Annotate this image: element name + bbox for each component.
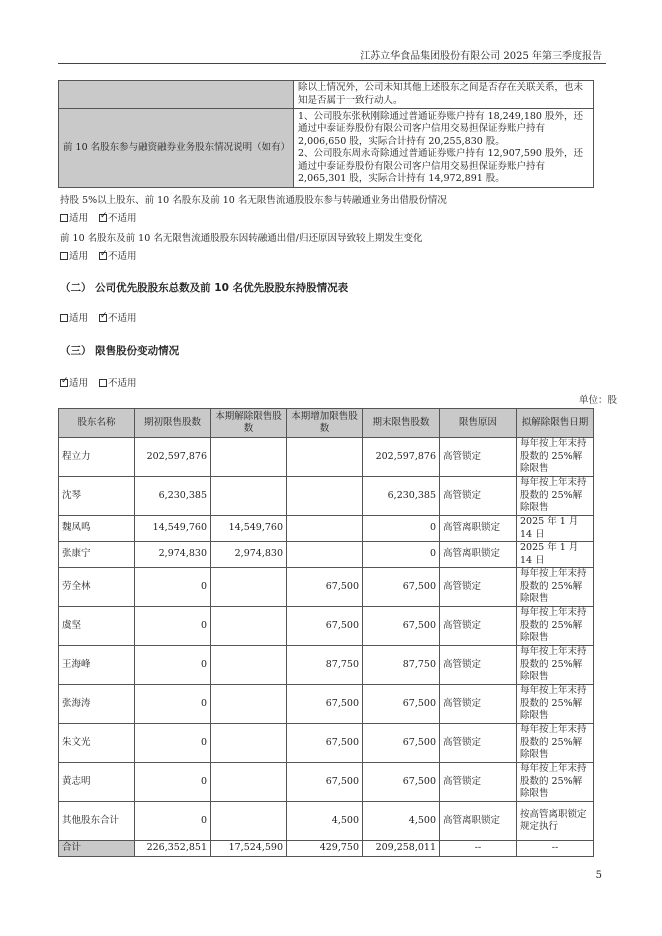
restriction-reason-cell: 高管锁定 <box>440 607 517 646</box>
end-shares-cell: 202,597,876 <box>363 438 440 477</box>
refinancing-lending-options: 适用 ✓ 不适用 <box>60 210 137 224</box>
table-row <box>59 81 594 109</box>
report-header-title: 江苏立华食品集团股份有限公司 2025 年第三季度报告 <box>360 51 602 62</box>
restriction-reason-cell: 高管锁定 <box>440 646 517 685</box>
shareholder-name-cell: 王海峰 <box>59 646 135 685</box>
restriction-reason-cell: 高管离职锁定 <box>440 516 517 542</box>
column-header: 期初限售股数 <box>135 409 211 438</box>
checkbox-icon[interactable] <box>99 379 107 387</box>
begin-shares-cell: 0 <box>135 802 211 841</box>
checked-checkbox-icon[interactable] <box>60 379 68 387</box>
shareholder-name-cell: 沈琴 <box>59 477 135 516</box>
shareholder-name-cell: 张康宁 <box>59 542 135 568</box>
release-date-cell: 每年按上年末持股数的 25%解除限售 <box>517 607 594 646</box>
total-added-shares-cell: 429,750 <box>287 841 363 857</box>
release-date-cell: 2025 年 1 月 14 日 <box>517 516 594 542</box>
shareholder-name-cell: 朱文光 <box>59 724 135 763</box>
added-shares-cell: 67,500 <box>287 685 363 724</box>
restriction-reason-cell: 高管锁定 <box>440 763 517 802</box>
released-shares-cell <box>211 802 287 841</box>
released-shares-cell: 2,974,830 <box>211 542 287 568</box>
restriction-reason-cell: 高管锁定 <box>440 685 517 724</box>
table-row <box>59 763 594 802</box>
begin-shares-cell: 14,549,760 <box>135 516 211 542</box>
total-restriction-reason-cell: -- <box>440 841 517 857</box>
begin-shares-cell: 0 <box>135 607 211 646</box>
margin-trading-note-cell: 1、公司股东张秋刚除通过普通证券账户持有 18,249,180 股外，还通过中泰证券股份有限公司客户信用交易担保证券账户持有 2,006,650 股，实际合计持有 20,255,830 股。 2、公司股东周永奇除通过普通证券账户持有 12,907,590 股外，还通过中泰证券股份有限公司客户信用交易担保证券账户持有 2,065,301 股，实际合计持有 14,972,891 股。 <box>294 109 594 188</box>
shareholder-name-cell: 张海涛 <box>59 685 135 724</box>
end-shares-cell: 4,500 <box>363 802 440 841</box>
end-shares-cell: 67,500 <box>363 568 440 607</box>
end-shares-cell: 6,230,385 <box>363 477 440 516</box>
total-released-shares-cell: 17,524,590 <box>211 841 287 857</box>
margin-trading-label: 前 10 名股东参与融资融券业务股东情况说明（如有） <box>59 109 294 188</box>
released-shares-cell: 14,549,760 <box>211 516 287 542</box>
restricted-shares-options: ✓适用 不适用 <box>60 375 137 389</box>
table-row <box>59 109 594 188</box>
end-shares-cell: 67,500 <box>363 763 440 802</box>
end-shares-cell: 0 <box>363 542 440 568</box>
added-shares-cell <box>287 542 363 568</box>
added-shares-cell: 87,750 <box>287 646 363 685</box>
restriction-reason-cell: 高管锁定 <box>440 724 517 763</box>
table-row <box>59 568 594 607</box>
column-header: 股东名称 <box>59 409 135 438</box>
added-shares-cell <box>287 516 363 542</box>
begin-shares-cell: 0 <box>135 646 211 685</box>
checkbox-icon[interactable] <box>60 214 68 222</box>
total-release-date-cell: -- <box>517 841 594 857</box>
header-divider <box>58 63 606 64</box>
release-date-cell: 按高管离职锁定规定执行 <box>517 802 594 841</box>
release-date-cell: 每年按上年末持股数的 25%解除限售 <box>517 685 594 724</box>
shareholder-name-cell: 劳全林 <box>59 568 135 607</box>
shareholder-name-cell: 魏凤鸣 <box>59 516 135 542</box>
release-date-cell: 2025 年 1 月 14 日 <box>517 542 594 568</box>
refinancing-change-options: 适用 ✓ 不适用 <box>60 248 137 262</box>
restriction-reason-cell: 高管锁定 <box>440 477 517 516</box>
total-begin-shares-cell: 226,352,851 <box>135 841 211 857</box>
begin-shares-cell: 0 <box>135 724 211 763</box>
shareholder-relationship-table <box>58 80 594 188</box>
table-row <box>59 646 594 685</box>
released-shares-cell <box>211 477 287 516</box>
checkbox-icon[interactable] <box>60 314 68 322</box>
released-shares-cell <box>211 607 287 646</box>
release-date-cell: 每年按上年末持股数的 25%解除限售 <box>517 438 594 477</box>
end-shares-cell: 67,500 <box>363 685 440 724</box>
checkbox-icon[interactable] <box>60 252 68 260</box>
checked-checkbox-icon[interactable] <box>99 214 107 222</box>
released-shares-cell <box>211 724 287 763</box>
table-row <box>59 724 594 763</box>
checked-checkbox-icon[interactable] <box>99 252 107 260</box>
table-header-row <box>59 409 594 438</box>
begin-shares-cell: 0 <box>135 685 211 724</box>
begin-shares-cell: 2,974,830 <box>135 542 211 568</box>
refinancing-lending-text: 持股 5%以上股东、前 10 名股东及前 10 名无限售流通股股东参与转融通业务出借股份情况 <box>60 195 447 206</box>
end-shares-cell: 67,500 <box>363 607 440 646</box>
checked-checkbox-icon[interactable] <box>99 314 107 322</box>
column-header: 本期增加限售股数 <box>287 409 363 438</box>
shareholder-name-cell: 程立力 <box>59 438 135 477</box>
restriction-reason-cell: 高管离职锁定 <box>440 542 517 568</box>
release-date-cell: 每年按上年末持股数的 25%解除限售 <box>517 568 594 607</box>
table-row <box>59 438 594 477</box>
released-shares-cell <box>211 763 287 802</box>
relationship-note-cell: 除以上情况外，公司未知其他上述股东之间是否存在关联关系，也未知是否属于一致行动人。 <box>294 81 594 109</box>
table-row <box>59 802 594 841</box>
release-date-cell: 每年按上年末持股数的 25%解除限售 <box>517 724 594 763</box>
total-end-shares-cell: 209,258,011 <box>363 841 440 857</box>
restriction-reason-cell: 高管锁定 <box>440 568 517 607</box>
unit-label: 单位：股 <box>578 395 617 406</box>
restricted-shares-table <box>58 408 594 857</box>
end-shares-cell: 67,500 <box>363 724 440 763</box>
release-date-cell: 每年按上年末持股数的 25%解除限售 <box>517 646 594 685</box>
end-shares-cell: 0 <box>363 516 440 542</box>
shareholder-name-cell: 其他股东合计 <box>59 802 135 841</box>
begin-shares-cell: 6,230,385 <box>135 477 211 516</box>
table-row <box>59 477 594 516</box>
begin-shares-cell: 0 <box>135 763 211 802</box>
release-date-cell: 每年按上年末持股数的 25%解除限售 <box>517 477 594 516</box>
added-shares-cell: 67,500 <box>287 763 363 802</box>
refinancing-change-text: 前 10 名股东及前 10 名无限售流通股股东因转融通出借/归还原因导致较上期发生变化 <box>60 233 423 244</box>
released-shares-cell <box>211 438 287 477</box>
added-shares-cell: 67,500 <box>287 568 363 607</box>
release-date-cell: 每年按上年末持股数的 25%解除限售 <box>517 763 594 802</box>
table-row <box>59 685 594 724</box>
column-header: 限售原因 <box>440 409 517 438</box>
shareholder-name-cell: 黄志明 <box>59 763 135 802</box>
table-row <box>59 607 594 646</box>
empty-label-cell <box>59 81 294 109</box>
section-preferred-shares-title: （二） 公司优先股股东总数及前 10 名优先股股东持股情况表 <box>60 282 349 294</box>
released-shares-cell <box>211 646 287 685</box>
added-shares-cell: 67,500 <box>287 607 363 646</box>
column-header: 拟解除限售日期 <box>517 409 594 438</box>
section-restricted-shares-title: （三） 限售股份变动情况 <box>60 345 180 357</box>
end-shares-cell: 87,750 <box>363 646 440 685</box>
table-row <box>59 516 594 542</box>
released-shares-cell <box>211 568 287 607</box>
column-header: 期末限售股数 <box>363 409 440 438</box>
added-shares-cell <box>287 438 363 477</box>
table-row <box>59 542 594 568</box>
released-shares-cell <box>211 685 287 724</box>
shareholder-name-cell: 虞坚 <box>59 607 135 646</box>
column-header: 本期解除限售股数 <box>211 409 287 438</box>
added-shares-cell: 4,500 <box>287 802 363 841</box>
added-shares-cell <box>287 477 363 516</box>
begin-shares-cell: 0 <box>135 568 211 607</box>
table-total-row <box>59 841 594 857</box>
preferred-shares-options: 适用 ✓ 不适用 <box>60 310 137 324</box>
begin-shares-cell: 202,597,876 <box>135 438 211 477</box>
total-shareholder-name-cell: 合计 <box>59 841 135 857</box>
restriction-reason-cell: 高管离职锁定 <box>440 802 517 841</box>
added-shares-cell: 67,500 <box>287 724 363 763</box>
page-number: 5 <box>595 870 602 881</box>
restriction-reason-cell: 高管锁定 <box>440 438 517 477</box>
